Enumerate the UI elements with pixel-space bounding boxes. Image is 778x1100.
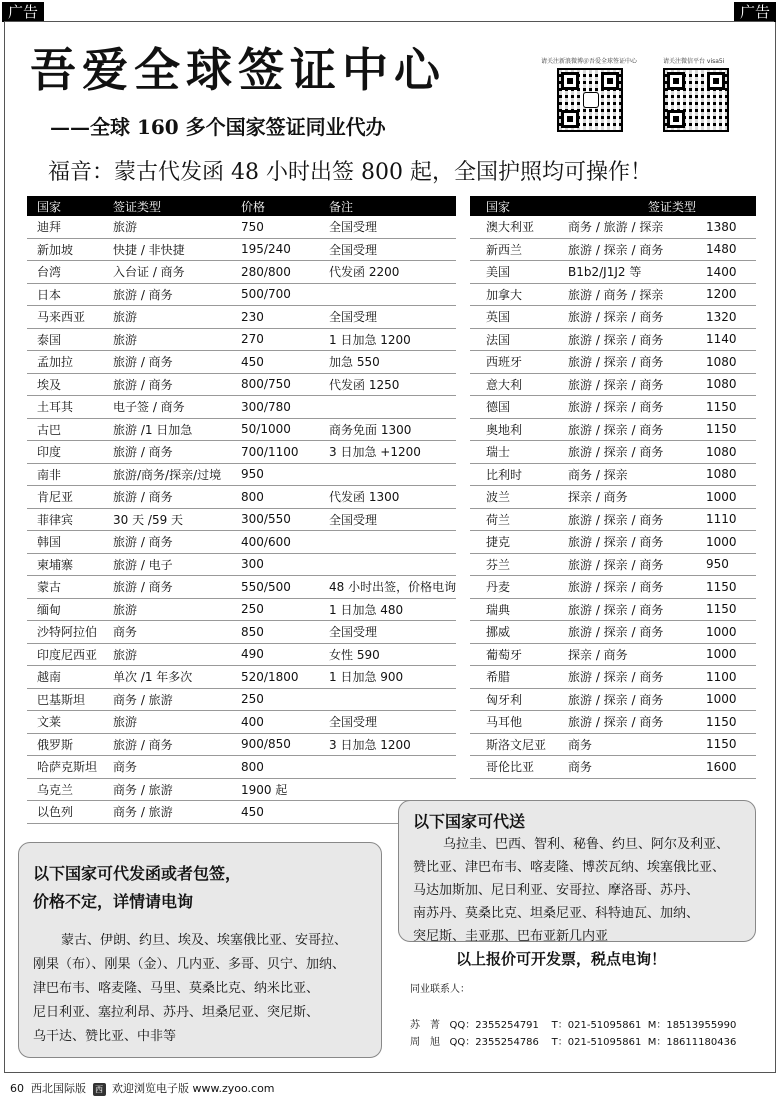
cell-price: 1000 [706, 643, 756, 666]
invite-country-list [33, 929, 379, 1049]
table-row [470, 621, 756, 644]
cell-country: 葡萄牙 [470, 643, 566, 666]
cell-remark [319, 553, 456, 576]
col-visa-type: 签证类型 [111, 196, 239, 216]
cell-country: 新加坡 [27, 238, 111, 261]
cell-visa-type: B1b2/J1J2 等 [566, 261, 706, 284]
cell-country: 哥伦比亚 [470, 756, 566, 779]
cell-price: 400 [239, 711, 319, 734]
cell-country: 波兰 [470, 486, 566, 509]
table-row [27, 733, 456, 756]
cell-country: 哈萨克斯坦 [27, 756, 111, 779]
weibo-logo-icon [583, 92, 599, 108]
cell-price: 1000 [706, 486, 756, 509]
cell-price: 1150 [706, 711, 756, 734]
cell-visa-type: 商务 / 旅游 [111, 688, 239, 711]
cell-visa-type: 旅游 / 探亲 / 商务 [566, 598, 706, 621]
table-row [470, 508, 756, 531]
cell-price: 450 [239, 801, 319, 824]
cell-remark [319, 463, 456, 486]
cell-country: 埃及 [27, 373, 111, 396]
weibo-caption: 请关注新浪微博＠吾爱全球签证中心 [541, 58, 638, 65]
cell-country: 瑞典 [470, 598, 566, 621]
cell-remark: 1 日加急 1200 [319, 328, 456, 351]
cell-price: 270 [239, 328, 319, 351]
cell-price: 950 [239, 463, 319, 486]
cell-price: 1000 [706, 531, 756, 554]
cell-price: 1320 [706, 306, 756, 329]
contact-mobile: M：18513955990 [647, 1020, 737, 1031]
cell-visa-type: 旅游 / 探亲 / 商务 [566, 553, 706, 576]
cell-remark: 商务免面 1300 [319, 418, 456, 441]
cell-visa-type: 旅游 / 商务 [111, 531, 239, 554]
cell-remark: 48 小时出签，价格电询 [319, 576, 456, 599]
table-row [27, 463, 456, 486]
cell-country: 迪拜 [27, 216, 111, 238]
table-row [27, 666, 456, 689]
proxy-heading: 以下国家可代送 [413, 812, 526, 831]
cell-country: 美国 [470, 261, 566, 284]
cell-visa-type: 旅游 [111, 711, 239, 734]
cell-country: 英国 [470, 306, 566, 329]
table-row [470, 418, 756, 441]
cell-visa-type: 商务 / 旅游 [111, 778, 239, 801]
contact-row [410, 1033, 736, 1048]
proxy-countries-box [398, 800, 756, 942]
table-row [470, 373, 756, 396]
cell-country: 土耳其 [27, 396, 111, 419]
table-row [27, 306, 456, 329]
cell-price: 850 [239, 621, 319, 644]
table-row [27, 688, 456, 711]
contacts-label: 同业联系人： [410, 984, 470, 995]
cell-price: 400/600 [239, 531, 319, 554]
cell-visa-type: 商务 [566, 756, 706, 779]
cell-price: 490 [239, 643, 319, 666]
list-line: 马达加斯加、尼日利亚、安哥拉、摩洛哥、苏丹、 [413, 883, 700, 898]
cell-price: 1150 [706, 733, 756, 756]
col-remark: 备注 [319, 196, 456, 216]
cell-price: 800/750 [239, 373, 319, 396]
cell-visa-type: 旅游 / 探亲 / 商务 [566, 508, 706, 531]
cell-country: 荷兰 [470, 508, 566, 531]
edition-name: 西北国际版 [31, 1082, 86, 1095]
cell-visa-type: 旅游 / 探亲 / 商务 [566, 351, 706, 374]
right-table-body [470, 216, 756, 778]
page-subtitle: ——全球 160 多个国家签证同业代办 [50, 115, 386, 139]
cell-country: 蒙古 [27, 576, 111, 599]
table-row [470, 351, 756, 374]
table-row [470, 531, 756, 554]
cell-price: 950 [706, 553, 756, 576]
cell-price: 250 [239, 598, 319, 621]
table-row [27, 508, 456, 531]
cell-visa-type: 探亲 / 商务 [566, 486, 706, 509]
cell-visa-type: 电子签 / 商务 [111, 396, 239, 419]
cell-visa-type: 旅游 / 探亲 / 商务 [566, 531, 706, 554]
cell-remark: 全国受理 [319, 621, 456, 644]
cell-visa-type: 旅游 / 探亲 / 商务 [566, 441, 706, 464]
cell-visa-type: 商务 [111, 621, 239, 644]
table-row [27, 711, 456, 734]
cell-visa-type: 旅游 / 探亲 / 商务 [566, 396, 706, 419]
table-row [27, 238, 456, 261]
cell-remark [319, 688, 456, 711]
cell-remark: 代发函 1250 [319, 373, 456, 396]
cell-visa-type: 商务 / 旅游 [111, 801, 239, 824]
cell-remark [319, 756, 456, 779]
cell-visa-type: 旅游 / 电子 [111, 553, 239, 576]
cell-visa-type: 旅游 / 商务 / 探亲 [566, 283, 706, 306]
page-title: 吾爱全球签证中心 [30, 43, 446, 97]
cell-remark: 全国受理 [319, 216, 456, 238]
table-row [27, 283, 456, 306]
table-row [27, 553, 456, 576]
cell-country: 以色列 [27, 801, 111, 824]
cell-price: 250 [239, 688, 319, 711]
cell-price: 800 [239, 756, 319, 779]
wechat-caption: 请关注微信平台 visa5i [663, 58, 725, 65]
cell-visa-type: 旅游 / 探亲 / 商务 [566, 238, 706, 261]
list-line: 南苏丹、莫桑比克、坦桑尼亚、科特迪瓦、加纳、 [413, 906, 700, 921]
table-row [470, 756, 756, 779]
list-line: 乌干达、赞比亚、中非等 [33, 1029, 177, 1044]
cell-price: 300 [239, 553, 319, 576]
invite-heading-line2: 价格不定，详情请电询 [33, 892, 194, 911]
cell-price: 1600 [706, 756, 756, 779]
cell-visa-type: 商务 [111, 756, 239, 779]
page-footer [10, 1081, 275, 1097]
cell-visa-type: 入台证 / 商务 [111, 261, 239, 284]
col-country: 国家 [470, 196, 566, 216]
cell-price: 1400 [706, 261, 756, 284]
cell-remark: 代发函 2200 [319, 261, 456, 284]
cell-remark [319, 396, 456, 419]
table-row [27, 396, 456, 419]
list-line: 刚果（布）、刚果（金）、几内亚、多哥、贝宁、加纳、 [33, 957, 346, 972]
cell-country: 马来西亚 [27, 306, 111, 329]
list-line: 赞比亚、津巴布韦、喀麦隆、博茨瓦纳、埃塞俄比亚、 [413, 860, 726, 875]
cell-country: 匈牙利 [470, 688, 566, 711]
cell-remark: 3 日加急 +1200 [319, 441, 456, 464]
cell-country: 孟加拉 [27, 351, 111, 374]
right-visa-table [470, 196, 756, 779]
cell-country: 西班牙 [470, 351, 566, 374]
table-row [470, 486, 756, 509]
table-row [27, 576, 456, 599]
contact-mobile: M：18611180436 [647, 1037, 737, 1048]
cell-country: 希腊 [470, 666, 566, 689]
cell-visa-type: 旅游 / 探亲 / 商务 [566, 711, 706, 734]
cell-price: 1000 [706, 688, 756, 711]
cell-visa-type: 旅游 /1 日加急 [111, 418, 239, 441]
table-row [27, 801, 456, 824]
proxy-country-list [413, 833, 753, 948]
cell-price: 1080 [706, 441, 756, 464]
cell-price: 1110 [706, 508, 756, 531]
cell-visa-type: 单次 /1 年多次 [111, 666, 239, 689]
cell-price: 1200 [706, 283, 756, 306]
table-row [27, 441, 456, 464]
cell-price: 800 [239, 486, 319, 509]
cell-remark: 全国受理 [319, 711, 456, 734]
cell-price: 700/1100 [239, 441, 319, 464]
cell-price: 1100 [706, 666, 756, 689]
table-row [27, 486, 456, 509]
cell-visa-type: 旅游 / 商务 [111, 733, 239, 756]
cell-country: 缅甸 [27, 598, 111, 621]
cell-country: 韩国 [27, 531, 111, 554]
cell-country: 南非 [27, 463, 111, 486]
cell-visa-type: 旅游 / 探亲 / 商务 [566, 418, 706, 441]
left-visa-table [27, 196, 456, 824]
cell-price: 1900 起 [239, 778, 319, 801]
table-row [27, 778, 456, 801]
table-row [27, 373, 456, 396]
cell-remark [319, 531, 456, 554]
cell-visa-type: 旅游 / 商务 [111, 441, 239, 464]
cell-country: 印度尼西亚 [27, 643, 111, 666]
cell-country: 比利时 [470, 463, 566, 486]
cell-country: 俄罗斯 [27, 733, 111, 756]
cell-price: 1080 [706, 463, 756, 486]
cell-country: 古巴 [27, 418, 111, 441]
cell-price: 1000 [706, 621, 756, 644]
table-row [470, 598, 756, 621]
cell-remark: 1 日加急 480 [319, 598, 456, 621]
contact-name: 周 旭 [410, 1037, 440, 1048]
cell-price: 50/1000 [239, 418, 319, 441]
cell-visa-type: 旅游 [111, 216, 239, 238]
table-row [27, 756, 456, 779]
contact-tel: T：021-51095861 [551, 1020, 642, 1031]
cell-visa-type: 旅游 / 商务 [111, 486, 239, 509]
cell-price: 1080 [706, 373, 756, 396]
cell-visa-type: 探亲 / 商务 [566, 643, 706, 666]
table-row [27, 418, 456, 441]
cell-visa-type: 商务 [566, 733, 706, 756]
cell-country: 泰国 [27, 328, 111, 351]
cell-country: 新西兰 [470, 238, 566, 261]
cell-price: 300/550 [239, 508, 319, 531]
cell-visa-type: 旅游 / 探亲 / 商务 [566, 328, 706, 351]
table-row [27, 261, 456, 284]
cell-visa-type: 旅游/商务/探亲/过境 [111, 463, 239, 486]
table-row [470, 711, 756, 734]
footer-tagline: 欢迎浏览电子版 www.zyoo.com [112, 1082, 275, 1095]
cell-country: 加拿大 [470, 283, 566, 306]
cell-price: 195/240 [239, 238, 319, 261]
cell-price: 300/780 [239, 396, 319, 419]
cell-country: 菲律宾 [27, 508, 111, 531]
table-row [27, 328, 456, 351]
contact-row [410, 1016, 736, 1031]
cell-price: 1380 [706, 216, 756, 238]
cell-remark: 女性 590 [319, 643, 456, 666]
cell-visa-type: 30 天 /59 天 [111, 508, 239, 531]
cell-remark: 全国受理 [319, 238, 456, 261]
cell-country: 文莱 [27, 711, 111, 734]
cell-visa-type: 旅游 / 探亲 / 商务 [566, 621, 706, 644]
cell-country: 乌克兰 [27, 778, 111, 801]
table-row [470, 576, 756, 599]
col-price: 价格 [239, 196, 319, 216]
table-row [470, 216, 756, 238]
cell-visa-type: 旅游 / 商务 [111, 283, 239, 306]
wechat-qr-code [663, 68, 729, 132]
cell-remark: 1 日加急 900 [319, 666, 456, 689]
cell-price: 280/800 [239, 261, 319, 284]
cell-price: 1150 [706, 396, 756, 419]
cell-visa-type: 旅游 / 探亲 / 商务 [566, 576, 706, 599]
cell-country: 日本 [27, 283, 111, 306]
cell-price: 1480 [706, 238, 756, 261]
invoice-note: 以上报价可开发票，税点电询！ [456, 950, 667, 968]
cell-country: 芬兰 [470, 553, 566, 576]
cell-visa-type: 快捷 / 非快捷 [111, 238, 239, 261]
cell-country: 肯尼亚 [27, 486, 111, 509]
invite-heading-line1: 以下国家可代发函或者包签， [33, 864, 242, 883]
announcement: 福音：蒙古代发函 48 小时出签 800 起，全国护照均可操作！ [48, 160, 652, 185]
cell-visa-type: 旅游 [111, 598, 239, 621]
cell-visa-type: 旅游 / 探亲 / 商务 [566, 688, 706, 711]
table-row [470, 553, 756, 576]
cell-country: 沙特阿拉伯 [27, 621, 111, 644]
contact-qq: QQ：2355254786 [449, 1037, 539, 1048]
cell-visa-type: 商务 / 探亲 [566, 463, 706, 486]
cell-visa-type: 旅游 / 探亲 / 商务 [566, 373, 706, 396]
cell-country: 巴基斯坦 [27, 688, 111, 711]
cell-visa-type: 旅游 / 商务 [111, 351, 239, 374]
page-number: 60 [10, 1082, 24, 1095]
cell-country: 捷克 [470, 531, 566, 554]
cell-visa-type: 旅游 [111, 643, 239, 666]
cell-remark: 3 日加急 1200 [319, 733, 456, 756]
cell-price: 750 [239, 216, 319, 238]
cell-price: 900/850 [239, 733, 319, 756]
cell-visa-type: 商务 / 旅游 / 探亲 [566, 216, 706, 238]
cell-price: 550/500 [239, 576, 319, 599]
cell-country: 澳大利亚 [470, 216, 566, 238]
list-line: 乌拉圭、巴西、智利、秘鲁、约旦、阿尔及利亚、 [443, 837, 730, 852]
cell-country: 意大利 [470, 373, 566, 396]
cell-visa-type: 旅游 / 探亲 / 商务 [566, 306, 706, 329]
list-line: 津巴布韦、喀麦隆、马里、莫桑比克、纳米比亚、 [33, 981, 320, 996]
cell-visa-type: 旅游 [111, 328, 239, 351]
ad-label-right: 广告 [734, 2, 776, 22]
cell-visa-type: 旅游 / 探亲 / 商务 [566, 666, 706, 689]
table-row [470, 643, 756, 666]
magazine-seal-icon: 西 [93, 1083, 106, 1096]
cell-country: 德国 [470, 396, 566, 419]
cell-price: 1080 [706, 351, 756, 374]
cell-country: 越南 [27, 666, 111, 689]
col-country: 国家 [27, 196, 111, 216]
cell-price: 1150 [706, 418, 756, 441]
ad-label-left: 广告 [2, 2, 44, 22]
table-row [470, 328, 756, 351]
table-row [470, 396, 756, 419]
contact-tel: T：021-51095861 [551, 1037, 642, 1048]
cell-country: 柬埔寨 [27, 553, 111, 576]
cell-remark: 全国受理 [319, 306, 456, 329]
cell-visa-type: 旅游 / 商务 [111, 576, 239, 599]
cell-price: 1140 [706, 328, 756, 351]
cell-country: 瑞士 [470, 441, 566, 464]
weibo-qr-code [557, 68, 623, 132]
left-table-body [27, 216, 456, 823]
table-row [27, 216, 456, 238]
cell-country: 奥地利 [470, 418, 566, 441]
table-row [470, 666, 756, 689]
table-row [470, 463, 756, 486]
table-row [470, 238, 756, 261]
cell-remark: 加急 550 [319, 351, 456, 374]
table-row [27, 531, 456, 554]
cell-remark: 全国受理 [319, 508, 456, 531]
cell-visa-type: 旅游 / 商务 [111, 373, 239, 396]
table-row [27, 621, 456, 644]
table-header-row [27, 196, 456, 216]
cell-country: 挪威 [470, 621, 566, 644]
cell-visa-type: 旅游 [111, 306, 239, 329]
cell-country: 丹麦 [470, 576, 566, 599]
cell-country: 印度 [27, 441, 111, 464]
table-row [27, 643, 456, 666]
cell-remark [319, 283, 456, 306]
list-line: 突尼斯、圭亚那、巴布亚新几内亚 [413, 929, 609, 944]
table-row [470, 688, 756, 711]
contact-qq: QQ：2355254791 [449, 1020, 539, 1031]
cell-price: 1150 [706, 598, 756, 621]
table-row [470, 306, 756, 329]
cell-country: 斯洛文尼亚 [470, 733, 566, 756]
cell-country: 法国 [470, 328, 566, 351]
contact-name: 苏 菁 [410, 1020, 440, 1031]
table-row [470, 733, 756, 756]
table-row [27, 351, 456, 374]
cell-price: 1150 [706, 576, 756, 599]
cell-price: 230 [239, 306, 319, 329]
table-row [470, 441, 756, 464]
cell-price: 450 [239, 351, 319, 374]
table-row [470, 261, 756, 284]
cell-remark: 代发函 1300 [319, 486, 456, 509]
cell-country: 台湾 [27, 261, 111, 284]
invitation-countries-box [18, 842, 382, 1058]
col-visa-type: 签证类型 [566, 196, 756, 216]
table-header-row [470, 196, 756, 216]
list-line: 蒙古、伊朗、约旦、埃及、埃塞俄比亚、安哥拉、 [61, 933, 348, 948]
list-line: 尼日利亚、塞拉利昂、苏丹、坦桑尼亚、突尼斯、 [33, 1005, 320, 1020]
table-row [27, 598, 456, 621]
cell-country: 马耳他 [470, 711, 566, 734]
cell-price: 520/1800 [239, 666, 319, 689]
cell-price: 500/700 [239, 283, 319, 306]
cell-remark [319, 778, 456, 801]
table-row [470, 283, 756, 306]
